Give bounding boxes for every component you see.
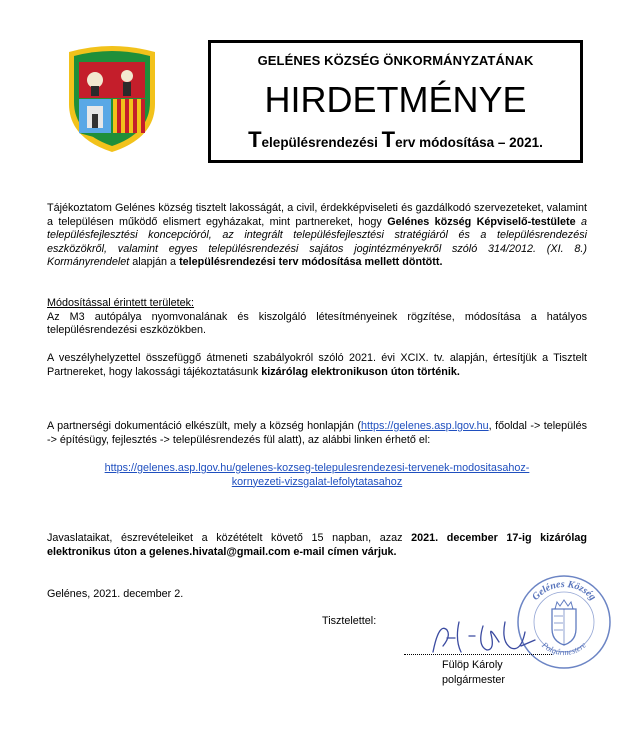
- subtitle: [211, 127, 580, 153]
- organization-name: GELÉNES KÖZSÉG ÖNKORMÁNYZATÁNAK: [257, 53, 534, 68]
- subtitle-part-1: elepülésrendezési: [261, 135, 382, 150]
- intro-paragraph: [47, 202, 587, 270]
- intro-bold-1: Gelénes község Képviselő-testülete: [387, 215, 576, 228]
- suggestions-paragraph: [47, 532, 587, 559]
- signer-name: Fülöp Károly: [442, 659, 503, 671]
- suggest-text: Javaslataikat, észrevételeiket a közétételt követő 15 napban, azaz: [47, 532, 412, 544]
- header-box: [208, 40, 583, 163]
- coat-of-arms-logo: [63, 42, 161, 154]
- docs-link-block: [47, 462, 587, 489]
- docs-link-line-1[interactable]: https://gelenes.asp.lgov.hu/gelenes-kozseg-telepulesrendezesi-tervenek-modositasahoz-: [104, 462, 530, 474]
- page-title: HIRDETMÉNYE: [264, 79, 527, 120]
- regards-text: Tisztelettel:: [322, 615, 377, 627]
- emergency-text: A veszélyhelyzettel összefüggő átmeneti szabályokról szóló 2021. évi XCIX. tv. alapján, értesítjük a Tisztelt Partnereket, hogy lakossági tájékoztatásunk: [47, 352, 587, 378]
- affected-heading: Módosítással érintett területek:: [47, 297, 195, 309]
- suggest-bold: 2021. december 17-ig kizárólag elektronikus úton a gelenes.hivatal@gmail.com e-mail címen várjuk.: [47, 532, 587, 558]
- docs-text-2: , főoldal -> település -> építésügy, fejlesztés -> településrendezés fül alatt), az alábbi linken érhető el:: [47, 420, 587, 446]
- stamp-text-top: Gelénes Község: [530, 578, 598, 603]
- subtitle-part-2: erv módosítása – 2021.: [395, 135, 543, 150]
- subtitle-initial-2: T: [381, 127, 396, 152]
- intro-text-1: Tájékoztatom Gelénes község tisztelt lakosságát, a civil, érdekképviseleti és gazdálkodó szervezeteket, valamint a településen működő elismert egyházakat, mint partnereket, hogy: [47, 202, 587, 228]
- subtitle-initial-1: T: [248, 127, 262, 152]
- place-date: Gelénes, 2021. december 2.: [47, 588, 184, 600]
- affected-text: Az M3 autópálya nyomvonalának és kiszolgáló létesítményeinek rögzítése, módosítása a hatályos településrendezési eszközökben.: [47, 310, 587, 336]
- docs-link-line-2[interactable]: kornyezeti-vizsgalat-lefolytatasahoz: [231, 475, 403, 488]
- intro-text-2: alapján a: [129, 256, 180, 268]
- intro-bold-2: településrendezési terv módosítása mellett döntött.: [179, 256, 443, 268]
- emergency-bold: kizárólag elektronikuson úton történik.: [261, 365, 460, 378]
- website-link[interactable]: https://gelenes.asp.lgov.hu: [361, 420, 489, 432]
- docs-text-1: A partnerségi dokumentáció elkészült, mely a község honlapján (: [47, 420, 361, 432]
- intro-italic-1: a településfejlesztési koncepcióról, az integrált településfejlesztési stratégiáról és a településrendezési eszközökről, valamint egyes településrendezési sajátos jogintézményekről szóló 314/2012. (XI. 8.) Kormányrendelet: [47, 215, 588, 268]
- docs-paragraph: [47, 420, 587, 447]
- signer-title: polgármester: [442, 674, 506, 686]
- affected-section: [47, 297, 587, 338]
- signature-line: [404, 654, 552, 655]
- emergency-paragraph: [47, 352, 587, 379]
- stamp-text-bottom: Polgármestere: [540, 639, 588, 658]
